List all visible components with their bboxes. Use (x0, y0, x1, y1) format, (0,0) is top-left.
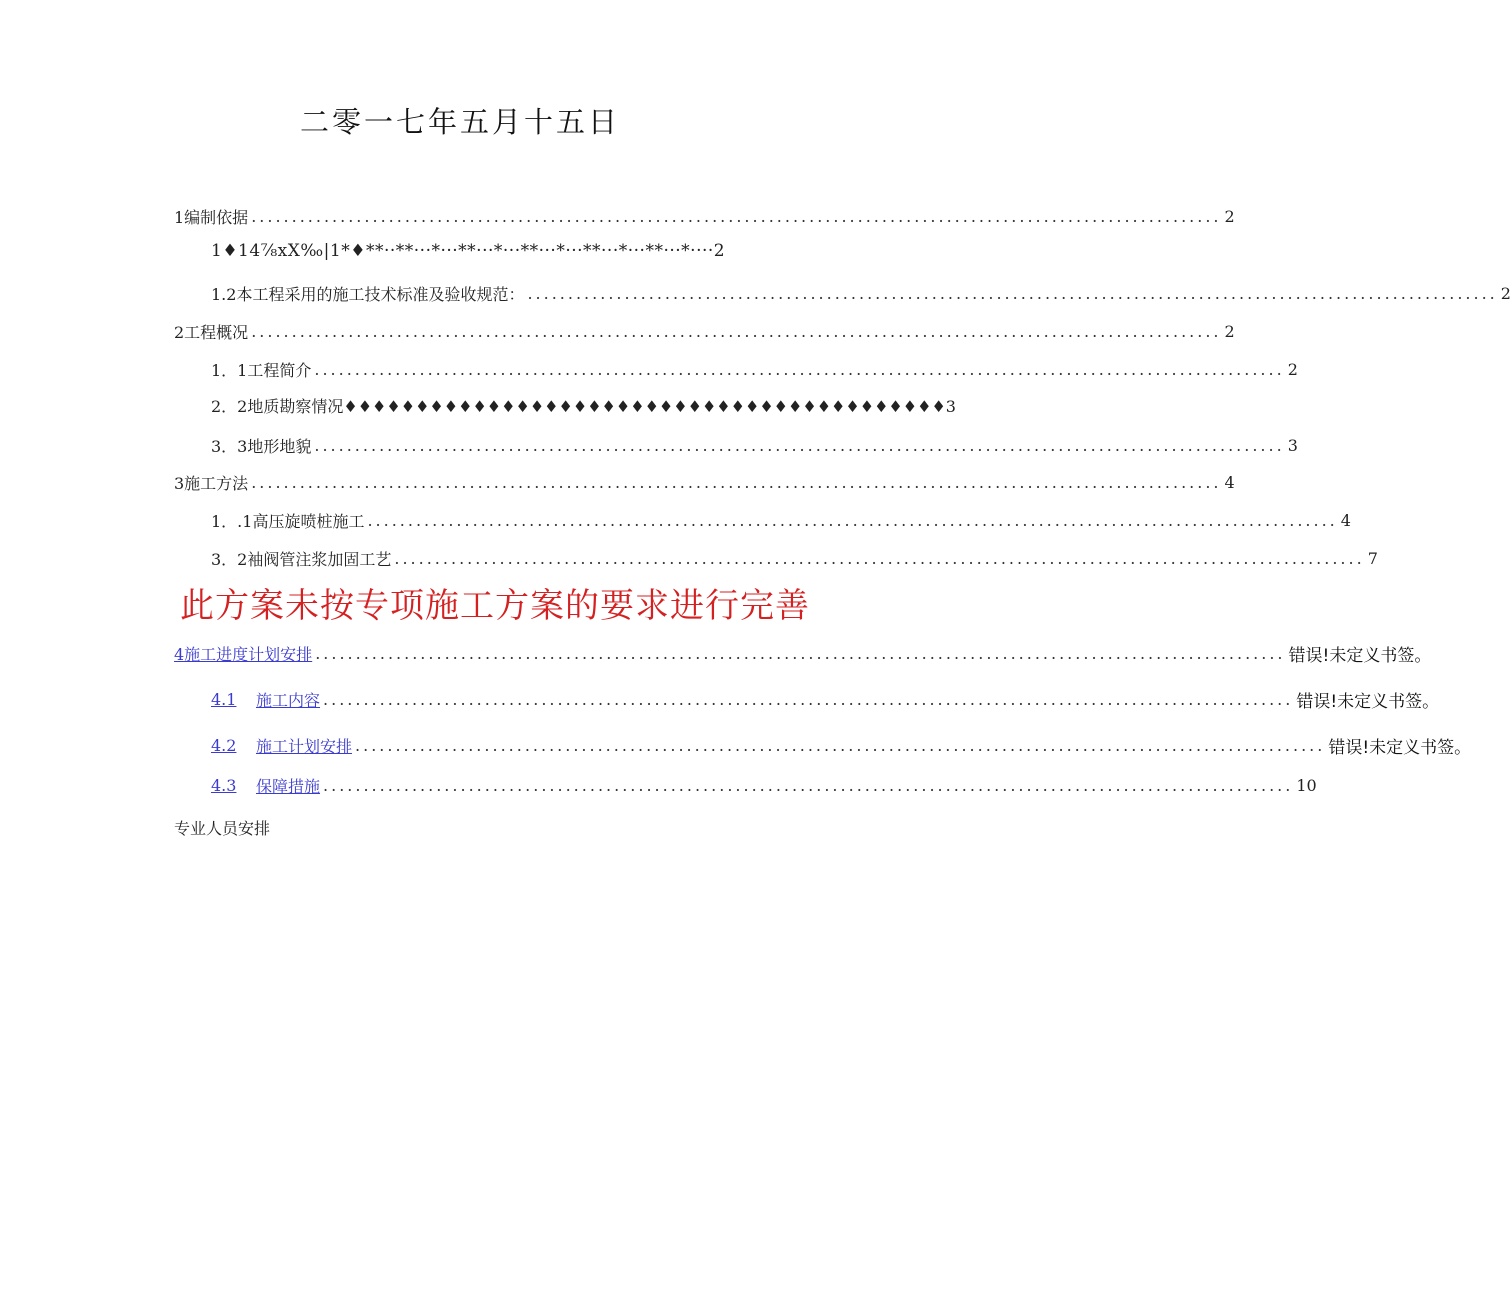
toc-page-number: 2 (1224, 206, 1235, 226)
toc-entry-2-3[interactable] (211, 432, 1298, 458)
toc-entry-3-1[interactable] (211, 507, 1351, 533)
toc-entry-label: 1.2本工程采用的施工技术标准及验收规范： (211, 284, 525, 304)
toc-leader-dots: ........................................................................................................................ (315, 643, 1286, 663)
document-date-title: 二零一七年五月十五日 (299, 105, 620, 139)
toc-entry-2-1[interactable] (211, 356, 1298, 382)
toc-page-number: 2 (1224, 321, 1235, 341)
toc-entry-label: 3施工方法 (174, 473, 249, 493)
toc-leader-dots: ........................................................................................................................ (355, 735, 1326, 755)
toc-page-number: 4 (1340, 510, 1351, 530)
toc-link-label[interactable]: 施工计划安排 (256, 736, 353, 756)
toc-entry-2-2[interactable]: 2．2地质勘察情况♦♦♦♦♦♦♦♦♦♦♦♦♦♦♦♦♦♦♦♦♦♦♦♦♦♦♦♦♦♦♦♦♦♦♦♦♦♦♦♦♦♦3 (211, 397, 956, 416)
toc-entry-label: 2工程概况 (174, 322, 249, 342)
toc-link-number[interactable]: 4.2 (211, 735, 237, 755)
toc-leader-dots: ........................................................................................................................ (251, 206, 1222, 226)
toc-entry-label: 1编制依据 (174, 207, 249, 227)
toc-page-number: 2 (1500, 283, 1511, 303)
toc-page-number: 10 (1296, 775, 1317, 795)
toc-entry-1-2[interactable] (211, 280, 1511, 306)
toc-entry-4-1[interactable] (211, 686, 1440, 712)
toc-leader-dots: ........................................................................................................................ (314, 359, 1285, 379)
toc-entry-1-1-garbled[interactable]: 1♦14⅞xX‰|1*♦**··**···*···**···*···**···*···**···*···**···*····2 (211, 241, 726, 261)
toc-entry-label: 3．3地形地貌 (211, 436, 312, 456)
bookmark-error-text: 错误!未定义书签。 (1288, 645, 1432, 666)
toc-entry-1[interactable] (174, 203, 1235, 229)
toc-leader-dots: ........................................................................................................................ (251, 321, 1222, 341)
toc-link-label[interactable]: 4施工进度计划安排 (174, 644, 313, 664)
toc-entry-3[interactable] (174, 469, 1235, 495)
toc-link-number[interactable]: 4.1 (211, 689, 237, 709)
toc-page-number: 2 (1287, 359, 1298, 379)
toc-leader-dots: ........................................................................................................................ (394, 548, 1365, 568)
bookmark-error-text: 错误!未定义书签。 (1328, 737, 1472, 758)
toc-entry-4-2[interactable] (211, 732, 1472, 758)
incomplete-plan-warning: 此方案未按专项施工方案的要求进行完善 (180, 586, 810, 626)
toc-link-label[interactable]: 施工内容 (256, 690, 321, 710)
toc-leader-dots: ........................................................................................................................ (527, 283, 1498, 303)
section-heading-staffing: 专业人员安排 (174, 819, 271, 838)
toc-page-number: 7 (1367, 548, 1378, 568)
toc-leader-dots: ........................................................................................................................ (314, 435, 1285, 455)
toc-link-label[interactable]: 保障措施 (256, 776, 321, 796)
toc-entry-4[interactable] (174, 640, 1432, 666)
bookmark-error-text: 错误!未定义书签。 (1296, 691, 1440, 712)
toc-entry-label: 1．.1高压旋喷桩施工 (211, 511, 365, 531)
toc-leader-dots: ........................................................................................................................ (323, 775, 1294, 795)
toc-leader-dots: ........................................................................................................................ (251, 472, 1222, 492)
toc-entry-4-3[interactable] (211, 772, 1317, 798)
toc-entry-label: 1．1工程简介 (211, 360, 312, 380)
toc-page-number: 3 (1287, 435, 1298, 455)
toc-entry-label: 3．2袖阀管注浆加固工艺 (211, 549, 392, 569)
toc-link-number[interactable]: 4.3 (211, 775, 237, 795)
toc-leader-dots: ........................................................................................................................ (367, 510, 1338, 530)
toc-entry-2[interactable] (174, 318, 1235, 344)
toc-page-number: 4 (1224, 472, 1235, 492)
toc-entry-3-2[interactable] (211, 545, 1378, 571)
toc-leader-dots: ........................................................................................................................ (323, 689, 1294, 709)
